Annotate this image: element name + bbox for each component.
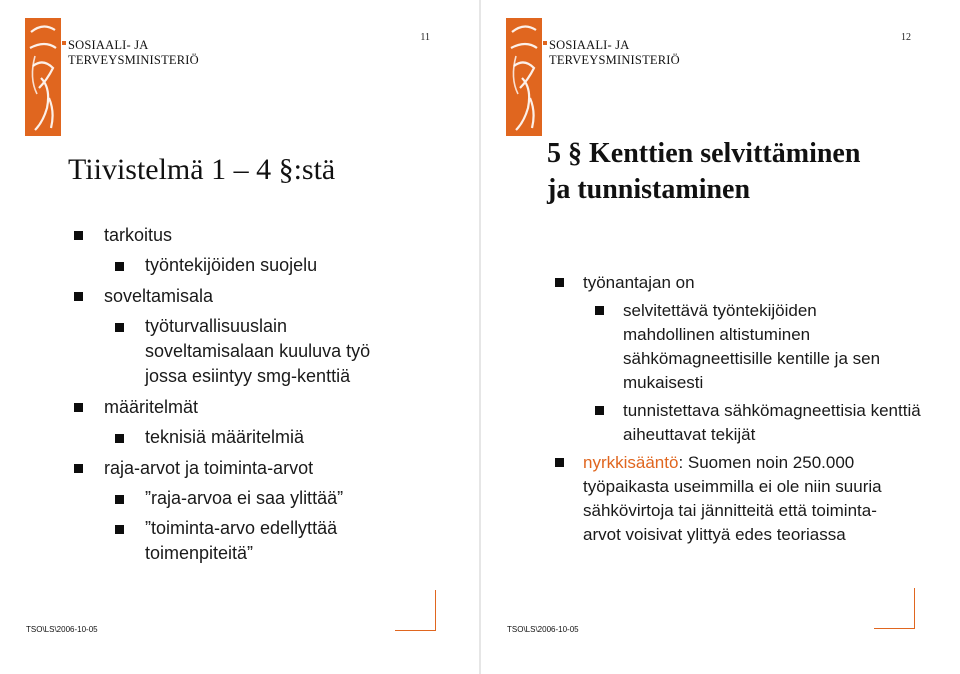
square-bullet-icon xyxy=(74,464,83,473)
slide-title xyxy=(547,136,860,208)
org-dot-icon xyxy=(543,41,547,45)
slide-11 xyxy=(0,0,479,674)
list-item: ”raja-arvoa ei saa ylittää” xyxy=(72,486,472,511)
square-bullet-icon xyxy=(74,403,83,412)
square-bullet-icon xyxy=(555,458,564,467)
square-bullet-icon xyxy=(595,406,604,415)
org-line-2: TERVEYSMINISTERIÖ xyxy=(549,53,680,67)
list-item: työntekijöiden suojelu xyxy=(72,253,472,278)
list-item: soveltamisala xyxy=(72,283,472,309)
page-number: 11 xyxy=(420,32,430,43)
square-bullet-icon xyxy=(74,231,83,240)
list-item: teknisiä määritelmiä xyxy=(72,425,472,450)
corner-mark-horizontal xyxy=(395,630,436,631)
corner-mark-vertical xyxy=(914,588,915,628)
slide-footer: TSO\LS\2006-10-05 xyxy=(26,625,98,634)
corner-mark-horizontal xyxy=(874,628,915,629)
list-item: määritelmät xyxy=(72,394,472,420)
slide-footer: TSO\LS\2006-10-05 xyxy=(507,625,579,634)
list-item: raja-arvot ja toiminta-arvot xyxy=(72,455,472,481)
square-bullet-icon xyxy=(115,525,124,534)
square-bullet-icon xyxy=(115,434,124,443)
organization-name xyxy=(549,38,680,68)
ministry-logo xyxy=(506,18,542,136)
square-bullet-icon xyxy=(115,495,124,504)
page-number: 12 xyxy=(901,32,911,43)
square-bullet-icon xyxy=(555,278,564,287)
ministry-logo xyxy=(25,18,61,136)
org-line-1: SOSIAALI- JA xyxy=(549,38,630,52)
organization-name xyxy=(68,38,199,68)
slide-12 xyxy=(481,0,960,674)
bullet-list xyxy=(72,222,472,571)
list-item: ”toiminta-arvo edellyttää toimenpiteitä” xyxy=(72,516,385,566)
square-bullet-icon xyxy=(115,323,124,332)
list-item: tarkoitus xyxy=(72,222,472,248)
highlight-term: nyrkkisääntö xyxy=(583,453,679,472)
square-bullet-icon xyxy=(595,306,604,315)
org-line-1: SOSIAALI- JA xyxy=(68,38,149,52)
list-item: selvitettävä työntekijöiden mahdollinen altistuminen sähkömagneettisille kentille ja sen mukaisesti xyxy=(553,299,913,395)
org-line-2: TERVEYSMINISTERIÖ xyxy=(68,53,199,67)
corner-mark-vertical xyxy=(435,590,436,630)
list-item: nyrkkisääntö: Suomen noin 250.000 työpaikasta useimmilla ei ole niin suuria sähkövirtoja tai jännitteitä että toiminta-arvot voisivat ylittyä edes teoriassa xyxy=(553,451,913,547)
square-bullet-icon xyxy=(74,292,83,301)
list-item: tunnistettava sähkömagneettisia kenttiä aiheuttavat tekijät xyxy=(553,399,923,447)
slide-title: Tiivistelmä 1 – 4 §:stä xyxy=(68,153,336,186)
list-item: työnantajan on xyxy=(553,271,953,295)
bullet-list xyxy=(553,271,953,551)
slide-title-line-1: 5 § Kenttien selvittäminen xyxy=(547,138,861,169)
org-dot-icon xyxy=(62,41,66,45)
square-bullet-icon xyxy=(115,262,124,271)
list-item: työturvallisuuslain soveltamisalaan kuuluva työ jossa esiintyy smg-kenttiä xyxy=(72,314,405,389)
slide-title-line-2: ja tunnistaminen xyxy=(547,174,751,205)
